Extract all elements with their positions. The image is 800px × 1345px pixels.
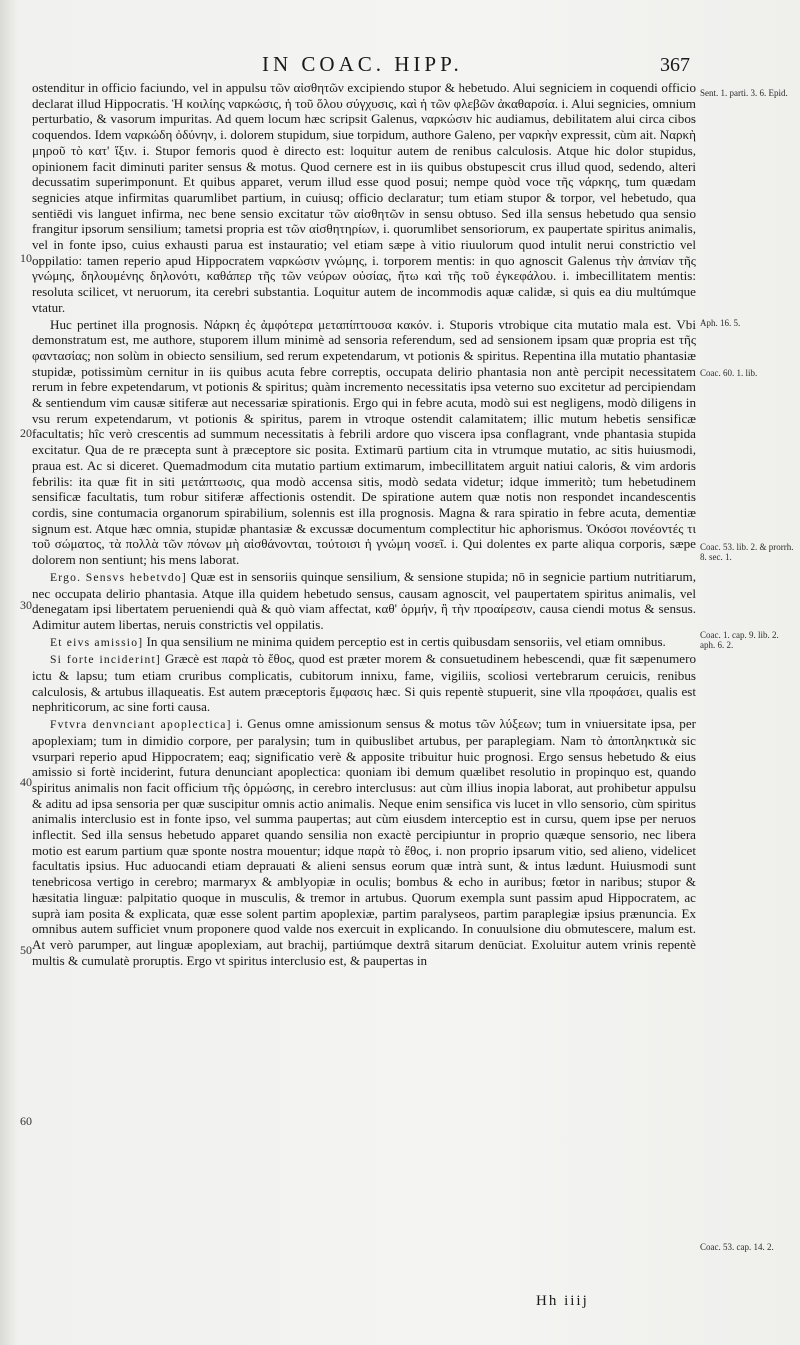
margin-note: Coac. 53. cap. 14. 2. bbox=[700, 1242, 774, 1252]
page-number: 367 bbox=[660, 54, 690, 76]
line-number: 30 bbox=[20, 598, 32, 612]
line-number: 40 bbox=[20, 775, 32, 789]
line-number: 20 bbox=[20, 426, 32, 440]
lemma: Si forte inciderint] bbox=[50, 653, 161, 667]
line-number: 50 bbox=[20, 943, 32, 957]
margin-note: Sent. 1. parti. 3. 6. Epid. bbox=[700, 88, 788, 98]
margin-note: Coac. 1. cap. 9. lib. 2. aph. 6. 2. bbox=[700, 630, 779, 650]
paragraph-text: Quæ est in sensoriis quinque sensilium, & sensione stupida; nō in segnicie partium nutritiarum, nec occupata delirio phantasia. Atque illa quidem hebetudo sensus, causam agnoscit, vel paupertatem spiritus animalis, vel denegatam ipsi libertatem perueniendi quà & quò viam affectat, καθ' ὁρμήν, ἢ τὴν προαίρεσιν, causa ciendi motus & sensus. Adimitur autem libertas, neruis constrictis vel oppilatis. bbox=[32, 568, 696, 632]
paragraph: ostenditur in officio faciundo, vel in appulsu τῶν αἰσθητῶν excipiendo stupor & hebetudo. Alui segniciem in coquendi officio declarat illud Hippocratis. Ἡ κοιλίης ναρκώσις, ἡ τοῦ ὅλου σύγχυσις, καὶ ἡ τῶν φλεβῶν ἀκαθαρσία. i. Alui segnicies, omnium perturbatio, & vasorum impuritas. Ad quem locum hæc scripsit Galenus, ναρκώσιν hic audiamus, debilitatem alui circa cibos coquendos. Idem ναρκώδη ὀδύνην, i. dolorem stupidum, siue torpidum, authore Galeno, per ναρκὴν expressit, cùm ait. Ναρκὴ μηροῦ τὸ κατ' ἴξιν. i. Stupor femoris quod è directo est: loquitur autem de renibus calculosis. Atque hic dolor stupidus, opinionem facit diminuti pariter sensus & motus. Quod cernere est in iis quibus obstupescit crus illud quod, sedendo, alteri decussatim superimponunt. Et quibus apparet, verum illud esse quod posui; nempe quòd voce τῆς νάρκης, tum quædam segnicies atque infirmitas quarumlibet partium, in cuiusq; officio declaratur; tum etiam stupor & torpor, vel hebetudo, qua sentiēdi vis languet infirma, nec bene sensio excitatur τῶν αἰσθητῶν in sensu obtuso. Sed illa sensus hebetudo qua sensio frangitur ipsorum sensilium; tametsi propria est τῶν αἰσθητηρίων, i. quorumlibet sensoriorum, ex paupertate spiritus animalis, vel in fonte ipso, cuius exhausti parua est instauratio; vel etiam sæpe à vitio riuulorum quod intulit nerui constrictio vel oppilatio: tamen reperio apud Hippocratem ναρκώσιν γνώμης, i. torporem mentis: in quo agnoscit Galenus τὴν ἀπνίαν τῆς γνώμης, δηλουμένης δηλονότι, καθάπερ τῆς τῶν νεύρων οὐσίας, ἥτω καὶ τῆς τοῦ ἐγκεφάλου. i. imbecillitatem mentis: resoluta scilicet, vt neruorum, ita cerebri substantia. Loquitur autem de incommodis aquæ calidæ, si quis ea diu multúmque vtatur. bbox=[32, 80, 696, 315]
paragraph-text: Græcè est παρὰ τὸ ἔθος, quod est præter morem & consuetudinem hebescendi, quæ fit sæpenumero ictu & lapsu; tum etiam cruribus complicatis, cubitorum innixu, fame, vigiliis, scoliosi vertebrarum ceruicis, renibus calculosis, & artubus illaqueatis. Est autem præceptoris ἔμφασις hæc. Si quis repentè stupuerit, sine vlla προφάσει, qualis est nephriticorum, ac sine forti causa. bbox=[32, 651, 696, 715]
running-title: IN COAC. HIPP. bbox=[262, 52, 463, 76]
paragraph bbox=[32, 651, 696, 715]
lemma: Ergo. Sensvs hebetvdo] bbox=[50, 570, 187, 584]
lemma: Fvtvra denvnciant apoplectica] bbox=[50, 718, 232, 732]
margin-note: Coac. 53. lib. 2. & prorrh. 8. sec. 1. bbox=[700, 542, 794, 562]
line-number: 60 bbox=[20, 1114, 32, 1128]
margin-note: Aph. 16. 5. bbox=[700, 318, 741, 328]
paragraph-text: i. Genus omne amissionum sensus & motus τῶν λύξεων; tum in vniuersitate ipsa, per apoplexiam; tum in dimidio corpore, per paralysin; tum in quibuslibet artubus, per paraplegiam. Nam τὸ ἀποπληκτικὰ sic vsurpari reperio apud Hippocratem; eaq; significatio verè & apposite tribuitur huic prognosi. Ergo sensus hebetudo & eius amissio si fortè inciderint, futura denunciant apoplectica: quoniam ibi demum quælibet resolutio in propinquo est, quando spiritus animalis non facit officium τῆς ὁρμώσης, in cerebro interclusus: aut cùm illius inopia laborat, aut prohibetur appulsu & aditu ad ipsa sensoria per quæ suscipitur omnis actio animalis. Neque enim sensifica vis lucet in vllo sensorio, cùm spiritus animalis interclusio est in fonte ipso, vel summa paupertas; aut cùm eiusdem interceptio est in cursu, quem ipse per neruos inflectit. Sed illa sensus hebetudo apparet quando sensilia non exactè percipiuntur in proprio quæque sensorio, nec libera motio est earum partium quæ sponte nostra mouentur; idque παρὰ τὸ ἔθος, i. non proprio ipsarum vitio, sed alieno, videlicet facultatis ipsius. Huc aduocandi etiam deprauati & alieni sensus eorum quæ intrà sunt, & intus lædunt. Huiusmodi sunt tenebricosa vertigo in cerebro; marmaryx & amblyopiæ in oculis; bombus & echo in auribus; fœtor in naribus; stupor & hæsitatia linguæ: palpitatio quoque in musculis, & tremor in artubus. Quorum exempla sunt passim apud Hippocratem, ac suprà iam posita & explicata, quæ esse solent partim apoplexiæ, partim paralyseos, partim paraplegiæ ipsius prænuncia. Ex omnibus autem sufficiet vnum proponere quod valde nos exercuit in explicando. In conuulsione diu obmutescere, malum est. At verò parumper, aut linguæ apoplexiam, aut brachij, partiúmque dextrâ sitarum denūciat. Exoluitur autem vrinis repentè multis & cumulatè proruptis. Ergo vt spiritus interclusio est, & paupertas in bbox=[32, 716, 697, 968]
margin-note: Coac. 60. 1. lib. bbox=[700, 368, 758, 378]
paragraph-text: In qua sensilium ne minima quidem perceptio est in certis quibusdam sensoriis, vel etiam omnibus. bbox=[143, 633, 666, 649]
paragraph: Huc pertinet illa prognosis. Νάρκη ἐς ἀμφότερα μεταπίπτουσα κακόν. i. Stuporis vtrobique cita mutatio mala est. Vbi demonstratum est, me authore, stuporem illum minimè ad sensoria referendum, sed ad sensionem ipsam quæ propria est τῆς φαντασίας; non solùm in obiecto sensilium, sed rerum expetendarum, vt potionis & spiritus. Repentina illa mutatio phantasiæ stupidæ, potissimùm cernitur in iis quibus acuta febre correptis, occupata delirio phantasia non antè percipit necessitatem rerum in febre expetendarum, vt potionis & spiritus; quàm incremento necessitatis ipsa veterno suo excitetur ad percipiendam & sentiendum vim causæ sitiferæ aut necessariæ spirationis. Ergo qui in febre acuta, modò sui est negligens, modò diligens in vsu rerum expetendarum, vt potionis & spiritus, parem in vtroque ostendit calamitatem; illic mutum hebetis sensificæ facultatis; hîc verò crescentis ad summum necessitatis à febrili ardore quo viscera ipsa conflagrant, vnde phantasia stupida excitatur. Qua de re præcepta sunt à præceptore sic posita. Extimarū partium cita in vtrumque mutatio, ac sitis huiusmodi, praua est. Ac si diceret. Quemadmodum cita mutatio partium extimarum, imbecillitatem arguit natiui caloris, & vim ardoris febrilis: ita quæ fit in siti μετάπτωσις, qua modò accensa sitis, modò sedata videtur; idque immeritò; tum hebetudinem sensificæ facultatis, tum robur sitiferæ affectionis ostendit. De spiratione autem quæ notis non respondet incandescentis cordis, sine contumacia organorum spirabilium, solennis est illa prognosis. Magna & rara spiratio in febre acuta, dementiæ signum est. Atque hæc omnia, stupidæ phantasiæ & excussæ documentum complectitur hic aphorismus. Ὁκόσοι πονέοντές τι τοῦ σώματος, τὰ πολλὰ τῶν πόνων μὴ αἰσθάνονται, τούτοισι ἡ γνώμη νοσεῖ. i. Qui dolentes ex parte aliqua corporis, sæpe dolorem non sentiunt; his mens laborat. bbox=[32, 316, 696, 568]
lemma: Et eivs amissio] bbox=[50, 635, 144, 649]
paragraph bbox=[32, 634, 696, 651]
paragraph bbox=[32, 569, 696, 633]
paragraph bbox=[32, 716, 696, 968]
signature-mark: Hh iiij bbox=[536, 1293, 589, 1309]
line-number: 10 bbox=[20, 251, 32, 265]
main-text bbox=[32, 80, 696, 968]
